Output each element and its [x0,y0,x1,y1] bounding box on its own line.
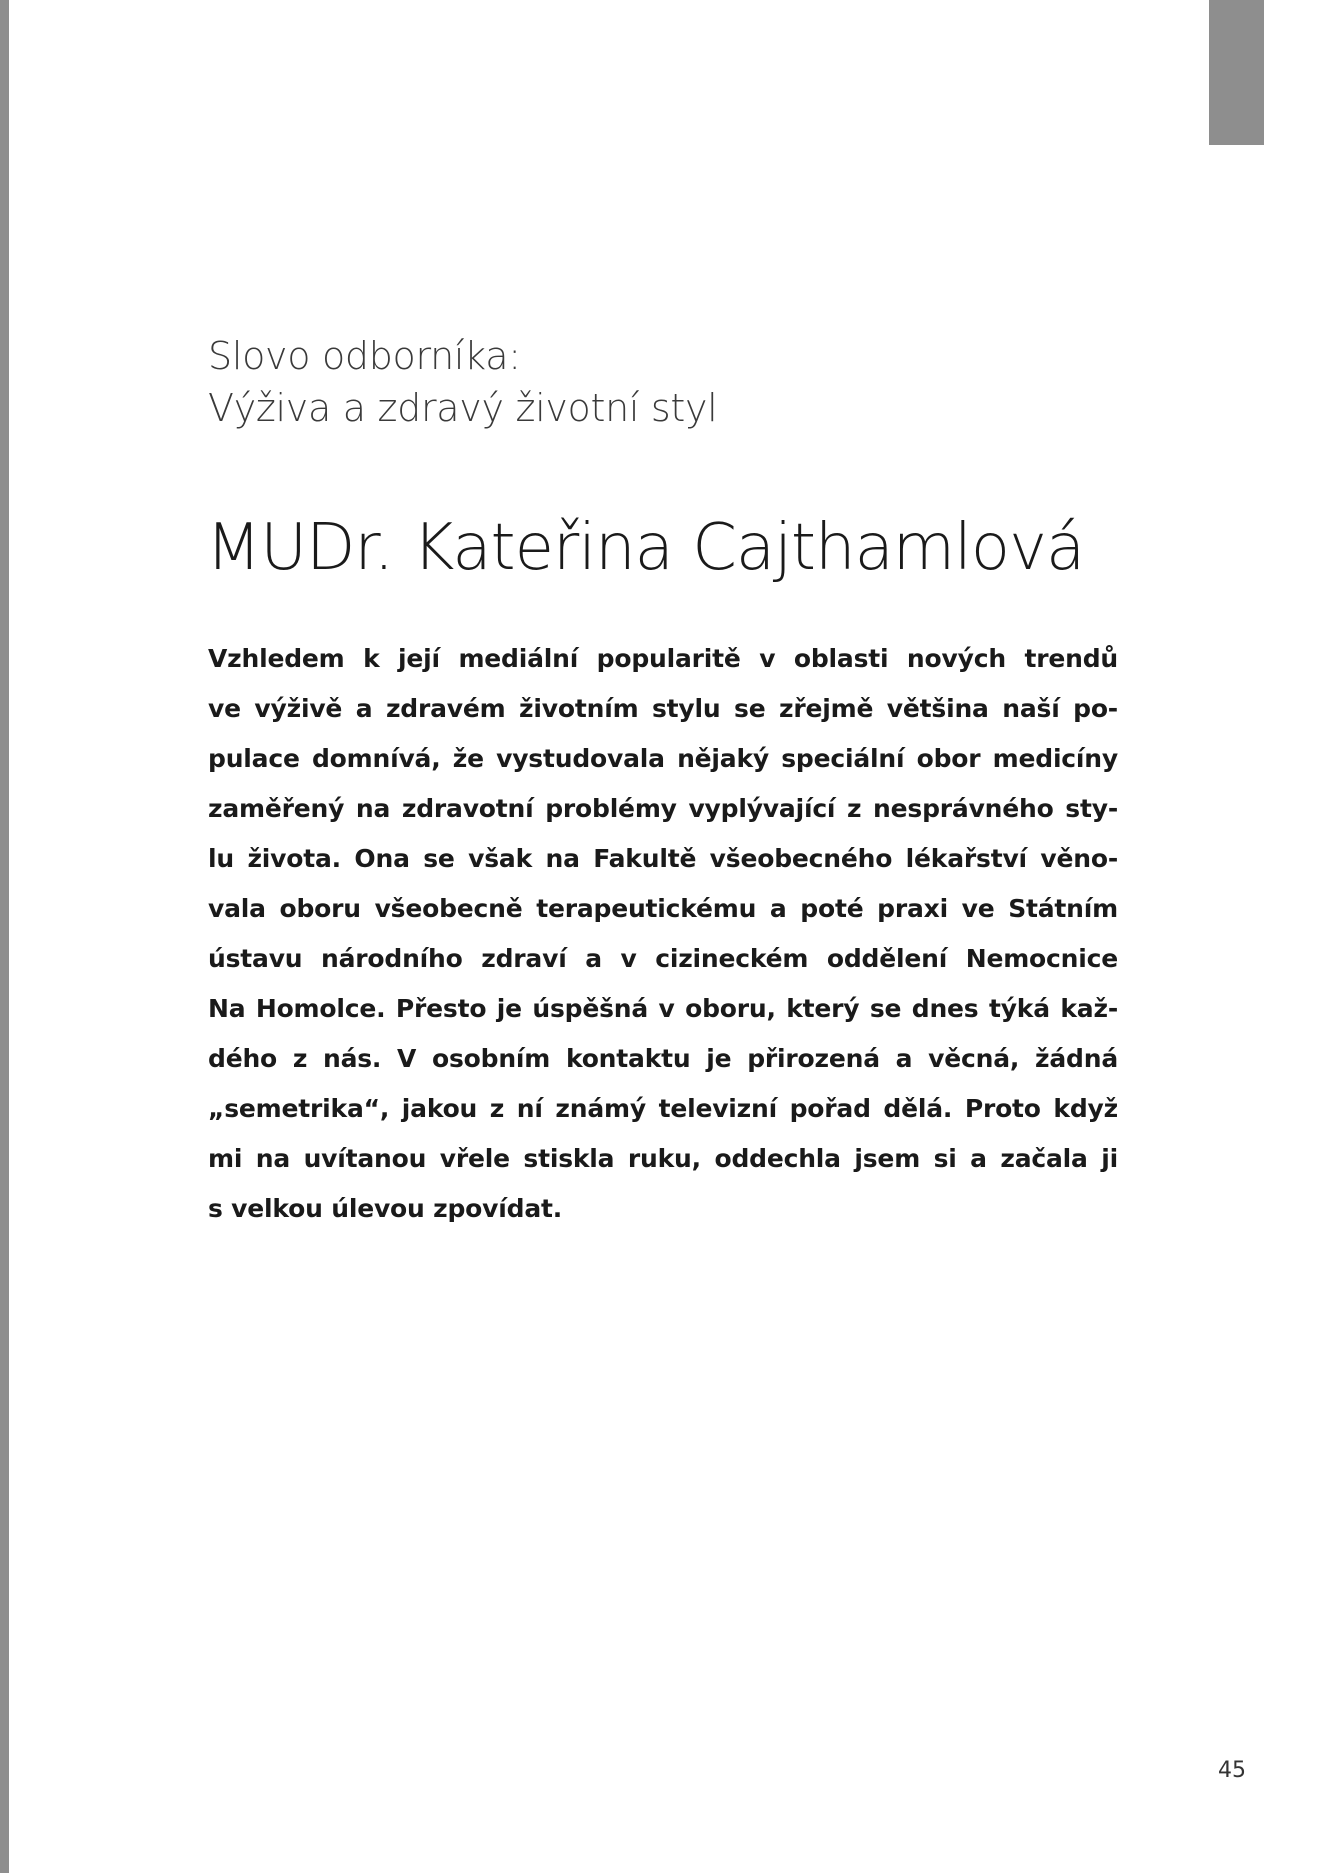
intro-line: zaměřený na zdravotní problémy vyplývající z nesprávného sty- [208,794,1118,823]
intro-line: ústavu národního zdraví a v cizineckém oddělení Nemocnice [208,944,1118,973]
intro-line: ve výživě a zdravém životním stylu se zřejmě většina naší po- [208,694,1118,723]
section-kicker [208,330,1108,434]
intro-line: s velkou úlevou zpovídat. [208,1194,563,1223]
author-name: MUDr. Kateřina Cajthamlová [206,511,1085,585]
intro-line: Na Homolce. Přesto je úspěšná v oboru, který se dnes týká kaž- [208,994,1118,1023]
intro-line: Vzhledem k její mediální popularitě v oblasti nových trendů [208,644,1118,673]
intro-line: vala oboru všeobecně terapeutickému a poté praxi ve Státním [208,894,1118,923]
kicker-line-2: Výživa a zdravý životní styl [208,386,718,430]
corner-tab-marker [1209,0,1264,145]
intro-line: lu života. Ona se však na Fakultě všeobecného lékařství věno- [208,844,1118,873]
intro-line: „semetrika“, jakou z ní známý televizní pořad dělá. Proto když [208,1094,1118,1123]
page-number: 45 [1218,1758,1246,1783]
intro-line: pulace domnívá, že vystudovala nějaký speciální obor medicíny [208,744,1118,773]
left-margin-bar [0,0,9,1873]
intro-line: mi na uvítanou vřele stiskla ruku, oddechla jsem si a začala ji [208,1144,1118,1173]
intro-paragraph [208,634,1118,1234]
kicker-line-1: Slovo odborníka: [208,334,521,378]
intro-line: dého z nás. V osobním kontaktu je přirozená a věcná, žádná [208,1044,1118,1073]
